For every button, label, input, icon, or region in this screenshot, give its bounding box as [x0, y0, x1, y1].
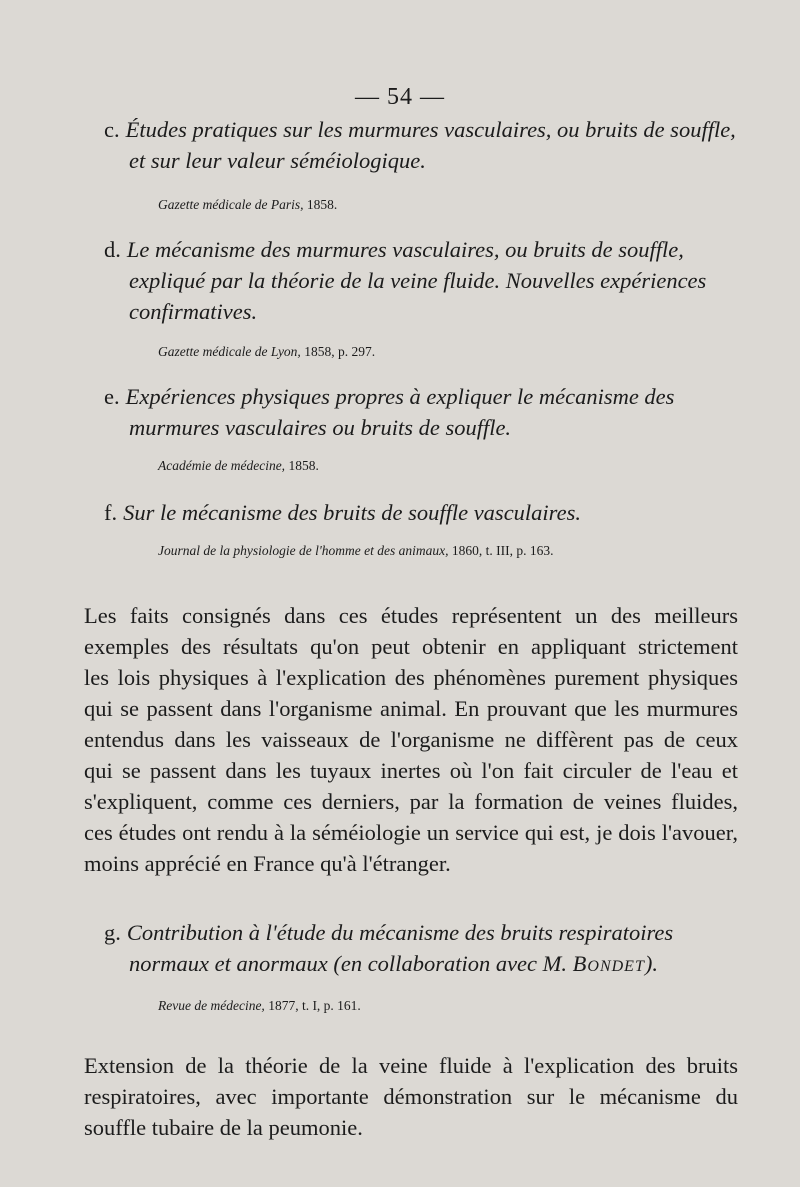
- entry-letter: d.: [104, 237, 121, 262]
- entry-source: [0, 196, 800, 214]
- bibliography-entry-g: [0, 917, 800, 1015]
- bibliography-entry-e: [0, 381, 800, 475]
- paragraph-line: Extension de la théorie de la veine fluide à l'explication des bruits: [84, 1053, 738, 1078]
- entry-letter: c.: [104, 117, 120, 142]
- source-detail: 1858.: [288, 458, 319, 473]
- page-number: — 54 —: [355, 84, 445, 110]
- entry-title-text: Contribution à l'étude du mécanisme des bruits respiratoires normaux et anormaux (en collaboration avec M.: [126, 920, 674, 976]
- paragraph-line: ces études ont rendu à la séméiologie un service qui est, je dois l'avouer,: [84, 820, 738, 845]
- paragraph-line: respiratoires, avec importante démonstration sur le mécanisme du: [84, 1084, 738, 1109]
- entry-letter: g.: [104, 920, 121, 945]
- bibliography-entry-d: [0, 234, 800, 361]
- source-journal: Gazette médicale de Lyon,: [158, 344, 301, 359]
- paragraph-line: qui se passent dans l'organisme animal. En prouvant que les murmures: [84, 696, 738, 721]
- commentary-paragraph-1: [84, 600, 738, 879]
- entry-title-text: Études pratiques sur les murmures vasculaires, ou bruits de souffle, et sur leur valeur séméiologique.: [125, 117, 736, 173]
- paragraph-line: les lois physiques à l'explication des phénomènes purement physiques: [84, 665, 738, 690]
- entry-source: [0, 343, 800, 361]
- source-detail: 1858.: [306, 197, 338, 212]
- source-journal: Académie de médecine,: [158, 458, 286, 473]
- entry-title-text: Expériences physiques propres à expliquer le mécanisme des murmures vasculaires ou bruits de souffle.: [125, 384, 675, 440]
- entry-title-text: Le mécanisme des murmures vasculaires, ou bruits de souffle, expliqué par la théorie de la veine fluide. Nouvelles expériences confirmatives.: [126, 237, 707, 324]
- bibliography-entry-c: [0, 114, 800, 214]
- bibliography-entry-f: [0, 497, 800, 560]
- entry-title: [0, 234, 741, 327]
- paragraph-line: Les faits consignés dans ces études représentent un des meilleurs: [84, 603, 738, 628]
- paragraph-line: moins apprécié en France qu'à l'étranger.: [84, 851, 451, 876]
- paragraph-line: entendus dans les vaisseaux de l'organisme ne diffèrent pas de ceux: [84, 727, 738, 752]
- entry-source: [0, 457, 800, 475]
- commentary-paragraph-2: [84, 1050, 738, 1143]
- paragraph-line: exemples des résultats qu'on peut obtenir en appliquant strictement: [84, 634, 738, 659]
- entry-title: [0, 114, 741, 176]
- source-journal: Gazette médicale de Paris,: [158, 197, 304, 212]
- source-detail: 1858, p. 297.: [304, 344, 376, 359]
- entry-source: [0, 997, 800, 1015]
- paragraph-line: s'expliquent, comme ces derniers, par la formation de veines fluides,: [84, 789, 738, 814]
- entry-title: [0, 381, 741, 443]
- entry-letter: f.: [104, 500, 118, 525]
- entry-title-text: Sur le mécanisme des bruits de souffle vasculaires.: [123, 500, 581, 525]
- paragraph-line: qui se passent dans les tuyaux inertes où l'on fait circuler de l'eau et: [84, 758, 738, 783]
- entry-title: [0, 497, 741, 528]
- paragraph-line: souffle tubaire de la peumonie.: [84, 1115, 363, 1140]
- entry-letter: e.: [104, 384, 120, 409]
- entry-title-end: ).: [644, 951, 658, 976]
- source-journal: Journal de la physiologie de l'homme et des animaux,: [158, 543, 449, 558]
- source-detail: 1877, t. I, p. 161.: [268, 998, 361, 1013]
- entry-title: [0, 917, 741, 979]
- source-journal: Revue de médecine,: [158, 998, 265, 1013]
- entry-source: [0, 542, 800, 560]
- source-detail: 1860, t. III, p. 163.: [451, 543, 554, 558]
- author-name: Bondet: [572, 951, 645, 976]
